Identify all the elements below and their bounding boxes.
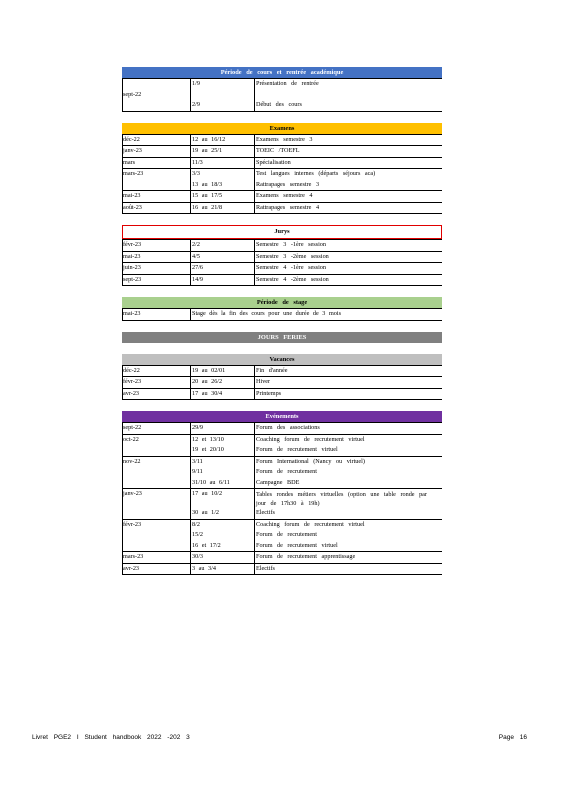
row-description: Examens semestre 4 (256, 192, 313, 199)
table-row (122, 251, 442, 263)
table-row (122, 168, 442, 180)
row-description: Campagne BDE (256, 478, 300, 486)
table-row (122, 376, 442, 388)
row-description: Forum de recrutement virtuel (256, 446, 338, 453)
table-row (122, 190, 442, 202)
table-row (122, 90, 442, 101)
row-month: nov-22 (123, 457, 141, 465)
column-divider (190, 423, 191, 574)
row-month: févr-23 (123, 378, 142, 385)
row-date: 31/10 au 6/11 (192, 478, 230, 486)
table-border-left (122, 240, 123, 285)
row-month: janv-23 (123, 147, 142, 154)
row-description: Forum des associations (256, 424, 320, 431)
row-description: Tables rondes métiers virtuelles (option une table ronde par jour de 17h30 à 19h) (256, 491, 427, 507)
table-row (122, 423, 442, 434)
section-header: Vacances (122, 354, 442, 365)
row-date: 19 au 02/01 (192, 366, 226, 374)
column-divider (254, 423, 255, 574)
section-header: Evénements (122, 411, 442, 422)
row-month: mars (123, 158, 136, 166)
row-date: 15 au 17/5 (192, 192, 223, 199)
row-description: Forum de recrutement apprentissage (256, 553, 356, 560)
row-month: sept-22 (123, 424, 142, 431)
row-month: oct-22 (123, 435, 139, 443)
row-date: 16 et 17/2 (192, 541, 221, 549)
table-row (122, 309, 442, 320)
row-description: Rattrapages semestre 3 (256, 180, 320, 188)
section-header: Période de cours et rentrée académique (122, 67, 442, 78)
table-row (122, 262, 442, 274)
table-border-left (122, 135, 123, 214)
column-divider (190, 366, 191, 400)
row-description: Spécialisation (256, 158, 291, 166)
row-description: Forum International (Nancy ou virtuel) (256, 457, 365, 465)
row-description: Coaching forum de recrutement virtuel (256, 520, 365, 528)
table-row (122, 478, 442, 489)
column-divider (254, 135, 255, 214)
table-row (122, 445, 442, 456)
table-row (122, 508, 442, 519)
row-date: 2/2 (192, 241, 200, 248)
table-row (122, 456, 442, 468)
row-description: Présentation de rentrée (256, 80, 319, 87)
row-date: 2/9 (192, 101, 200, 108)
column-divider (190, 309, 191, 320)
row-month: mars-23 (123, 170, 144, 177)
row-date: 12 au 16/12 (192, 135, 226, 143)
row-date: 4/5 (192, 252, 200, 260)
row-month: déc-22 (123, 366, 140, 374)
table-row (122, 541, 442, 552)
row-month: sept-22 (123, 90, 142, 98)
row-date: 19 au 25/1 (192, 147, 223, 154)
section-body (122, 308, 442, 321)
section-header: Période de stage (122, 297, 442, 308)
row-date: 11/3 (192, 158, 203, 166)
section-header: JOURS FERIES (122, 332, 442, 343)
row-date: 30 au 1/2 (192, 509, 220, 516)
table-row (122, 530, 442, 541)
row-month: juin-23 (123, 264, 141, 271)
column-divider (190, 79, 191, 111)
row-month: janv-23 (123, 490, 142, 497)
section-body (122, 365, 442, 401)
table-row (122, 563, 442, 575)
section-body (122, 78, 442, 112)
row-description: Semestre 3 -1ère session (256, 241, 326, 248)
column-divider (190, 240, 191, 285)
row-date: 3 au 3/4 (192, 564, 216, 572)
row-description: Test langues internes (départs séjours aca) (256, 170, 376, 177)
table-row (122, 434, 442, 446)
table-row (122, 100, 442, 111)
table-row (122, 135, 442, 146)
page-number: Page 16 (498, 734, 527, 741)
row-description: Printemps (256, 389, 282, 397)
row-date: 9/11 (192, 468, 203, 475)
row-month: sept-23 (123, 275, 142, 283)
row-description: Hiver (256, 378, 271, 385)
table-row (122, 519, 442, 531)
section-body (122, 134, 442, 215)
row-month: févr-23 (123, 520, 142, 528)
footer-title: Livret PGE2 I Student handbook 2022 -202 3 (32, 734, 190, 741)
row-month: août-23 (123, 203, 142, 211)
row-date: 3/11 (192, 457, 203, 465)
calendar-table (122, 67, 442, 575)
table-row (122, 202, 442, 214)
column-divider (254, 240, 255, 285)
row-month: févr-23 (123, 241, 142, 248)
row-description: Rattrapages semestre 4 (256, 203, 320, 211)
table-row (122, 488, 442, 508)
row-description: Electifs (256, 509, 275, 516)
row-description: Forum de recrutement (256, 531, 317, 538)
section-body (122, 239, 442, 286)
table-row (122, 388, 442, 400)
table-border-left (122, 423, 123, 574)
table-border-left (122, 366, 123, 400)
row-description: Semestre 4 -1ère session (256, 264, 326, 271)
row-month: mai-23 (123, 192, 141, 199)
row-description: TOEIC /TOEFL (256, 147, 300, 154)
table-border-left (122, 309, 123, 320)
row-date: 3/3 (192, 170, 200, 177)
row-date: 20 au 26/2 (192, 378, 223, 385)
row-description: Fin d'année (256, 366, 288, 374)
column-divider (254, 79, 255, 111)
row-month: avr-23 (123, 564, 140, 572)
row-date: 27/6 (192, 264, 204, 271)
table-row (122, 79, 442, 90)
table-row (122, 274, 442, 286)
row-month: mars-23 (123, 553, 144, 560)
table-row (122, 467, 442, 478)
row-description: Examens semestre 3 (256, 135, 313, 143)
row-date: 12 et 13/10 (192, 435, 224, 443)
row-month: mai-23 (123, 252, 141, 260)
row-description: Forum de recrutement virtuel (256, 541, 338, 549)
row-description: Début des cours (256, 101, 302, 108)
table-row (122, 145, 442, 157)
row-date: 1/9 (192, 80, 200, 87)
row-date: 29/9 (192, 424, 204, 431)
row-month: déc-22 (123, 135, 140, 143)
row-date: 15/2 (192, 531, 204, 538)
table-row (122, 551, 442, 563)
section-body (122, 422, 442, 575)
row-date: 16 au 21/8 (192, 203, 223, 211)
table-row (122, 180, 442, 191)
row-date: 13 au 18/3 (192, 180, 223, 188)
table-row (122, 366, 442, 377)
row-description: Coaching forum de recrutement virtuel (256, 435, 365, 443)
row-date: 17 au 10/2 (192, 490, 223, 497)
row-date: 30/3 (192, 553, 204, 560)
table-border-left (122, 79, 123, 111)
row-date: 8/2 (192, 520, 200, 528)
table-row (122, 157, 442, 169)
column-divider (190, 135, 191, 214)
column-divider (254, 366, 255, 400)
row-description: Forum de recrutement (256, 468, 317, 475)
row-month: avr-23 (123, 389, 140, 397)
row-date: 19 et 20/10 (192, 446, 224, 453)
row-date: Stage dès la fin des cours pour une durée de 3 mois (192, 310, 341, 317)
row-month: mai-23 (123, 310, 141, 317)
table-row (122, 240, 442, 251)
row-date: 17 au 30/4 (192, 389, 223, 397)
row-description: Semestre 4 -2ème session (256, 275, 329, 283)
section-header: Examens (122, 123, 442, 134)
row-description: Semestre 3 -2ème session (256, 252, 329, 260)
section-header: Jurys (122, 225, 442, 239)
row-description: Electifs (256, 564, 275, 572)
row-date: 14/9 (192, 275, 204, 283)
